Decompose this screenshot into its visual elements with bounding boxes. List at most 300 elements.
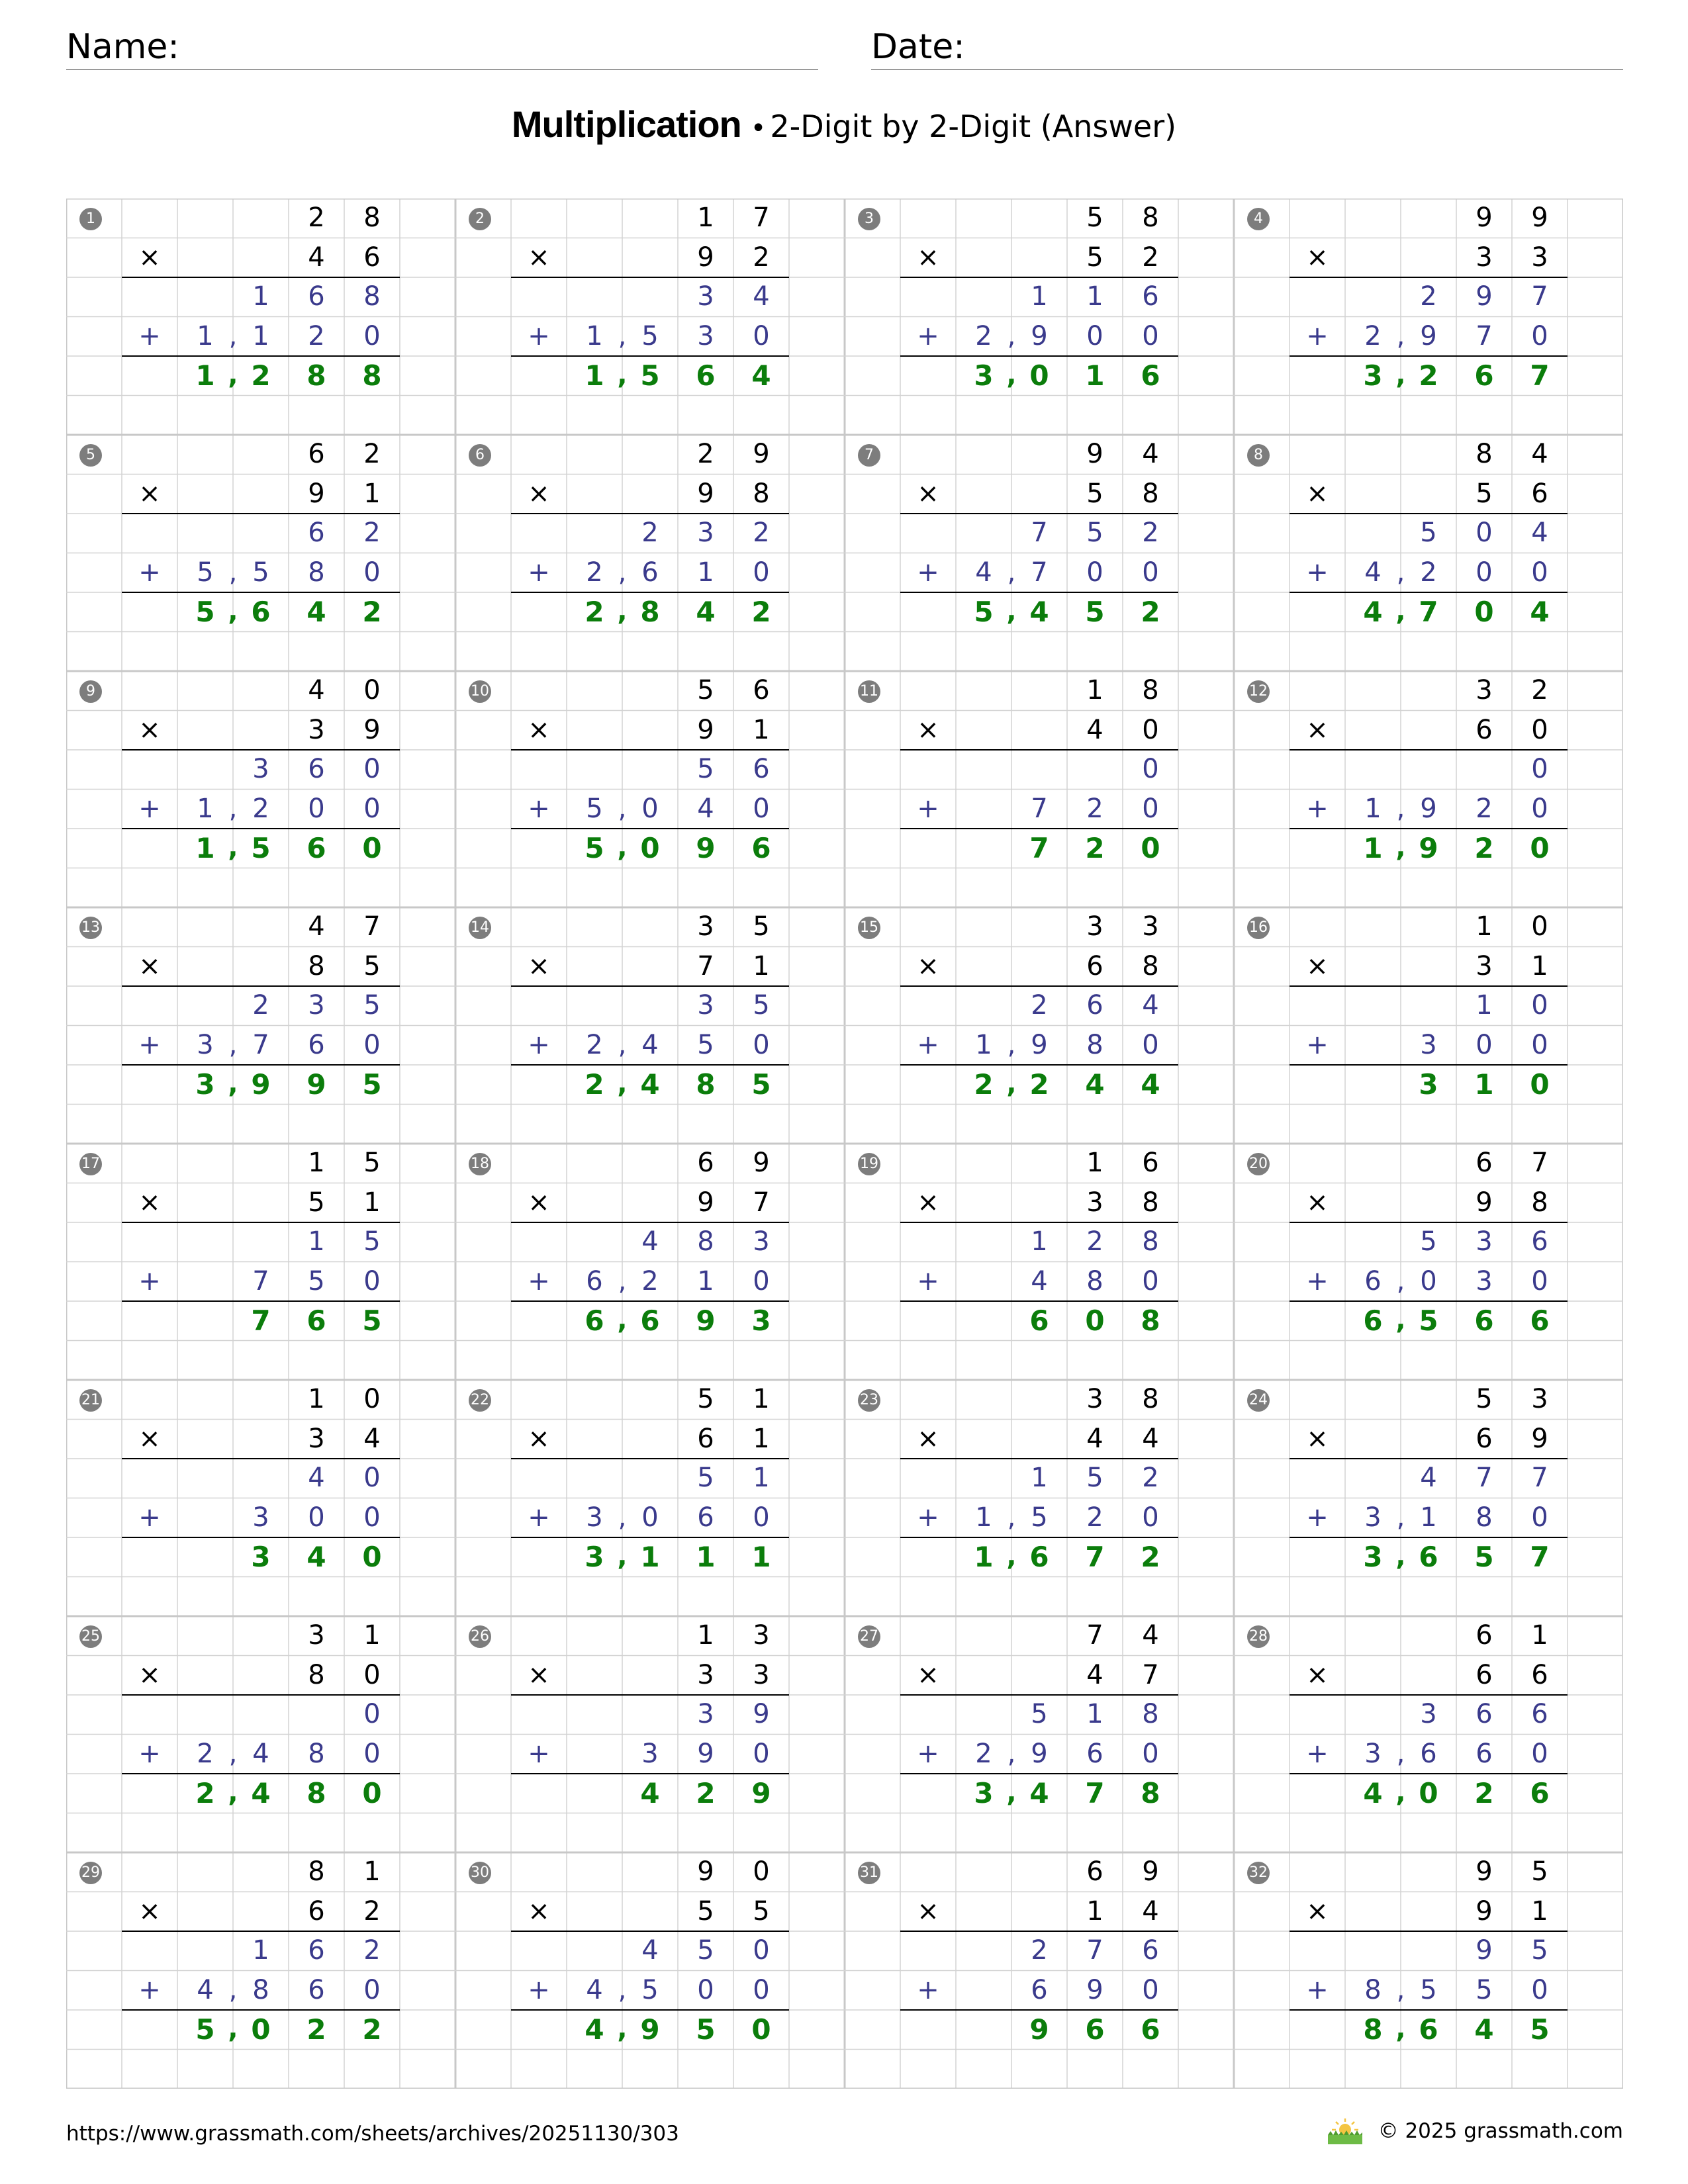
multiplicand-digit: 5	[753, 911, 770, 942]
answer-digit: 0	[1029, 359, 1049, 392]
answer-comma: ,	[1006, 1541, 1017, 1572]
partial-product-1-digit: 6	[308, 518, 325, 548]
partial-product-2-digit: 4	[252, 1738, 269, 1769]
answer-comma: ,	[1395, 2014, 1406, 2044]
partial-product-1-digit: 5	[1531, 1935, 1548, 1966]
partial-product-1-digit: 1	[252, 1935, 269, 1966]
answer-comma: ,	[1006, 596, 1017, 627]
partial-product-1-digit: 1	[1031, 1226, 1048, 1257]
partial-product-1-digit: 1	[1086, 1699, 1103, 1729]
times-sign: ×	[1306, 714, 1329, 745]
partial-product-2-digit: 0	[641, 793, 659, 824]
multiplicand-digit: 9	[1086, 439, 1103, 469]
multiplier-digit: 6	[1531, 1659, 1548, 1690]
answer-digit: 0	[1530, 1068, 1550, 1101]
answer-comma: ,	[617, 360, 628, 390]
times-sign: ×	[138, 1895, 161, 1927]
answer-digit: 4	[306, 596, 326, 628]
times-sign: ×	[1306, 950, 1329, 981]
partial-product-2-digit: 6	[1086, 1738, 1103, 1769]
problem-number-badge: 32	[1247, 1862, 1270, 1884]
date-field[interactable]	[871, 25, 1623, 70]
partial-product-2-digit: 2	[197, 1738, 214, 1769]
answer-digit: 2	[1419, 359, 1438, 392]
multiplier-digit: 3	[1476, 950, 1493, 981]
partial-product-1-digit: 0	[1531, 990, 1548, 1021]
partial-product-2-digit: 0	[363, 1738, 381, 1769]
answer-digit: 2	[1141, 596, 1160, 628]
partial-product-1-digit: 9	[1476, 1935, 1493, 1966]
partial-product-2-digit: 9	[1420, 320, 1437, 351]
times-sign: ×	[1306, 242, 1329, 273]
partial-product-2-digit: 5	[1476, 1974, 1493, 2005]
answer-comma: ,	[617, 1541, 628, 1572]
partial-product-2-digit: 2	[252, 793, 269, 824]
answer-comma: ,	[1395, 360, 1406, 390]
title-main: Multiplication	[511, 103, 741, 145]
partial-product-1-digit: 5	[753, 990, 770, 1021]
answer-digit: 4	[1363, 1777, 1383, 1809]
problem-number-badge: 8	[1247, 444, 1270, 467]
partial-product-1-digit: 4	[308, 1463, 325, 1493]
plus-sign: +	[528, 793, 550, 824]
times-sign: ×	[917, 1895, 939, 1927]
problem-number-badge: 1	[79, 208, 102, 230]
plus-sign: +	[528, 1738, 550, 1769]
partial-product-2-digit: 0	[1142, 557, 1159, 588]
plus-sign: +	[528, 557, 550, 588]
partial-product-1-digit: 5	[697, 1935, 714, 1966]
partial-product-1-digit: 4	[1531, 518, 1548, 548]
partial-product-2-digit: 6	[308, 1029, 325, 1060]
partial-product-1-digit: 1	[308, 1226, 325, 1257]
partial-product-2-digit: 0	[1142, 320, 1159, 351]
partial-product-1-digit: 3	[697, 1699, 714, 1729]
answer-digit: 2	[1141, 1541, 1160, 1573]
partial-product-1-digit: 2	[1142, 1463, 1159, 1493]
times-sign: ×	[917, 1659, 939, 1690]
partial-product-2-comma: ,	[1396, 1974, 1405, 2005]
footer-copyright: © 2025 grassmath.com	[1378, 2119, 1623, 2143]
problem-27	[845, 1616, 1234, 1852]
plus-sign: +	[917, 1265, 939, 1297]
partial-product-1-digit: 5	[1420, 1226, 1437, 1257]
multiplier-digit: 2	[753, 242, 770, 273]
partial-product-1-digit: 6	[1531, 1699, 1548, 1729]
answer-comma: ,	[1006, 360, 1017, 390]
multiplicand-digit: 9	[753, 1148, 770, 1178]
answer-digit: 0	[1141, 832, 1160, 864]
answer-digit: 5	[640, 359, 660, 392]
partial-product-2-comma: ,	[1396, 557, 1405, 588]
answer-digit: 1	[585, 359, 604, 392]
plus-sign: +	[528, 1974, 550, 2005]
partial-product-1-digit: 2	[363, 1935, 381, 1966]
partial-product-2-digit: 2	[586, 1029, 603, 1060]
answer-digit: 2	[362, 596, 382, 628]
multiplicand-digit: 4	[1531, 439, 1548, 469]
answer-digit: 3	[1363, 359, 1383, 392]
partial-product-1-digit: 3	[753, 1226, 770, 1257]
partial-product-2-digit: 8	[1476, 1502, 1493, 1533]
times-sign: ×	[1306, 1423, 1329, 1454]
plus-sign: +	[138, 793, 161, 824]
partial-product-2-digit: 2	[586, 557, 603, 588]
partial-product-2-comma: ,	[1007, 1029, 1016, 1060]
answer-digit: 6	[1474, 359, 1494, 392]
answer-comma: ,	[228, 596, 238, 627]
partial-product-1-digit: 8	[363, 281, 381, 312]
partial-product-2-digit: 8	[252, 1974, 269, 2005]
answer-digit: 7	[1419, 596, 1438, 628]
problem-number-badge: 30	[469, 1862, 491, 1884]
partial-product-2-digit: 4	[1364, 557, 1382, 588]
problem-12	[1234, 671, 1623, 907]
partial-product-2-digit: 4	[975, 557, 992, 588]
multiplicand-digit: 7	[753, 203, 770, 233]
partial-product-2-digit: 3	[252, 1502, 269, 1533]
partial-product-1-digit: 1	[1476, 990, 1493, 1021]
multiplier-digit: 3	[1086, 1187, 1103, 1218]
partial-product-2-digit: 1	[252, 320, 269, 351]
answer-comma: ,	[617, 1305, 628, 1336]
multiplicand-digit: 8	[1142, 675, 1159, 705]
times-sign: ×	[138, 242, 161, 273]
answer-digit: 6	[306, 832, 326, 864]
problem-4	[1234, 199, 1623, 435]
multiplier-digit: 7	[697, 950, 714, 981]
answer-digit: 0	[362, 1777, 382, 1809]
times-sign: ×	[917, 714, 939, 745]
problem-25	[66, 1616, 455, 1852]
problem-20	[1234, 1144, 1623, 1380]
answer-digit: 1	[1474, 1068, 1494, 1101]
plus-sign: +	[138, 1502, 161, 1533]
answer-digit: 2	[195, 1777, 215, 1809]
partial-product-2-digit: 0	[753, 557, 770, 588]
plus-sign: +	[917, 557, 939, 588]
partial-product-2-digit: 6	[1476, 1738, 1493, 1769]
answer-digit: 3	[195, 1068, 215, 1101]
partial-product-2-digit: 3	[1364, 1502, 1382, 1533]
answer-digit: 5	[251, 832, 271, 864]
problem-number-badge: 17	[79, 1153, 102, 1175]
problem-3	[845, 199, 1234, 435]
partial-product-1-digit: 2	[363, 518, 381, 548]
multiplicand-digit: 2	[697, 439, 714, 469]
answer-comma: ,	[1006, 1069, 1017, 1099]
answer-digit: 5	[974, 596, 994, 628]
multiplier-digit: 5	[753, 1895, 770, 1927]
answer-digit: 2	[1474, 1777, 1494, 1809]
answer-digit: 6	[1530, 1777, 1550, 1809]
partial-product-2-digit: 8	[1086, 1029, 1103, 1060]
times-sign: ×	[138, 478, 161, 509]
multiplier-digit: 9	[1476, 1895, 1493, 1927]
times-sign: ×	[917, 242, 939, 273]
multiplicand-digit: 4	[1142, 439, 1159, 469]
times-sign: ×	[138, 950, 161, 981]
partial-product-2-digit: 6	[697, 1502, 714, 1533]
partial-product-2-digit: 5	[1420, 1974, 1437, 2005]
problem-number-badge: 11	[858, 680, 880, 703]
partial-product-2-digit: 0	[753, 793, 770, 824]
partial-product-1-digit: 5	[363, 990, 381, 1021]
multiplicand-digit: 6	[1142, 1148, 1159, 1178]
answer-digit: 2	[1085, 832, 1105, 864]
partial-product-1-digit: 4	[1142, 990, 1159, 1021]
multiplicand-digit: 0	[1531, 911, 1548, 942]
multiplicand-digit: 3	[1142, 911, 1159, 942]
problem-number-badge: 7	[858, 444, 880, 467]
multiplicand-digit: 1	[697, 1620, 714, 1651]
plus-sign: +	[917, 320, 939, 351]
partial-product-2-digit: 0	[641, 1502, 659, 1533]
partial-product-2-digit: 0	[753, 1029, 770, 1060]
partial-product-1-digit: 4	[641, 1226, 659, 1257]
multiplier-digit: 1	[363, 478, 381, 509]
partial-product-2-digit: 0	[1531, 1029, 1548, 1060]
partial-product-1-digit: 2	[1031, 1935, 1048, 1966]
multiplicand-digit: 0	[363, 1384, 381, 1414]
multiplicand-digit: 1	[1086, 1148, 1103, 1178]
multiplicand-digit: 1	[308, 1148, 325, 1178]
partial-product-2-comma: ,	[618, 1974, 627, 2005]
problem-number-badge: 10	[469, 680, 491, 703]
multiplier-digit: 0	[363, 1659, 381, 1690]
multiplicand-digit: 1	[1086, 675, 1103, 705]
partial-product-2-digit: 0	[1476, 557, 1493, 588]
multiplier-digit: 8	[308, 950, 325, 981]
answer-digit: 6	[1141, 359, 1160, 392]
multiplier-digit: 1	[1086, 1895, 1103, 1927]
answer-digit: 0	[362, 832, 382, 864]
answer-digit: 2	[585, 596, 604, 628]
multiplicand-digit: 9	[753, 439, 770, 469]
partial-product-1-digit: 7	[1086, 1935, 1103, 1966]
partial-product-2-digit: 0	[753, 1265, 770, 1297]
partial-product-2-digit: 0	[363, 1502, 381, 1533]
partial-product-1-digit: 3	[1476, 1226, 1493, 1257]
partial-product-2-digit: 0	[697, 1974, 714, 2005]
answer-digit: 2	[696, 1777, 716, 1809]
plus-sign: +	[528, 1502, 550, 1533]
answer-comma: ,	[1395, 596, 1406, 627]
answer-comma: ,	[617, 833, 628, 863]
name-label: Name:	[66, 27, 179, 67]
multiplicand-digit: 9	[1142, 1856, 1159, 1887]
answer-digit: 8	[1363, 2013, 1383, 2046]
partial-product-2-digit: 6	[1031, 1974, 1048, 2005]
answer-digit: 0	[751, 2013, 771, 2046]
multiplicand-digit: 6	[753, 675, 770, 705]
multiplier-digit: 8	[1531, 1187, 1548, 1218]
multiplicand-digit: 9	[1531, 203, 1548, 233]
answer-digit: 4	[1029, 596, 1049, 628]
plus-sign: +	[528, 1265, 550, 1297]
plus-sign: +	[1306, 1738, 1329, 1769]
partial-product-1-digit: 5	[1420, 518, 1437, 548]
problem-22	[455, 1380, 845, 1616]
problem-number-badge: 25	[79, 1625, 102, 1648]
partial-product-1-digit: 5	[1031, 1699, 1048, 1729]
times-sign: ×	[138, 1659, 161, 1690]
multiplicand-digit: 3	[1086, 911, 1103, 942]
multiplicand-digit: 7	[363, 911, 381, 942]
plus-sign: +	[138, 1738, 161, 1769]
multiplicand-digit: 2	[308, 203, 325, 233]
times-sign: ×	[1306, 1659, 1329, 1690]
partial-product-2-digit: 1	[1364, 793, 1382, 824]
multiplicand-digit: 3	[1531, 1384, 1548, 1414]
problem-26	[455, 1616, 845, 1852]
multiplicand-digit: 1	[363, 1856, 381, 1887]
partial-product-2-digit: 5	[197, 557, 214, 588]
answer-digit: 9	[640, 2013, 660, 2046]
answer-comma: ,	[1395, 1778, 1406, 1808]
multiplicand-digit: 8	[363, 203, 381, 233]
partial-product-1-digit: 5	[697, 1463, 714, 1493]
answer-digit: 0	[1419, 1777, 1438, 1809]
answer-digit: 6	[1530, 1304, 1550, 1337]
answer-digit: 4	[585, 2013, 604, 2046]
problem-9	[66, 671, 455, 907]
plus-sign: +	[138, 557, 161, 588]
answer-digit: 1	[696, 1541, 716, 1573]
partial-product-1-digit: 7	[1531, 281, 1548, 312]
answer-digit: 4	[306, 1541, 326, 1573]
partial-product-2-digit: 4	[641, 1029, 659, 1060]
partial-product-2-comma: ,	[1007, 557, 1016, 588]
partial-product-2-digit: 5	[1031, 1502, 1048, 1533]
partial-product-2-comma: ,	[228, 320, 238, 351]
times-sign: ×	[528, 1187, 550, 1218]
answer-comma: ,	[228, 1778, 238, 1808]
problem-16	[1234, 907, 1623, 1144]
answer-digit: 0	[1530, 832, 1550, 864]
problem-number-badge: 20	[1247, 1153, 1270, 1175]
answer-digit: 8	[306, 359, 326, 392]
partial-product-2-digit: 3	[197, 1029, 214, 1060]
multiplicand-digit: 8	[1142, 1384, 1159, 1414]
partial-product-2-comma: ,	[618, 1029, 627, 1060]
partial-product-2-digit: 2	[975, 320, 992, 351]
multiplier-digit: 9	[363, 714, 381, 745]
multiplier-digit: 4	[1142, 1895, 1159, 1927]
answer-digit: 6	[251, 596, 271, 628]
problem-number-badge: 23	[858, 1389, 880, 1412]
answer-digit: 5	[1530, 2013, 1550, 2046]
answer-digit: 6	[1141, 2013, 1160, 2046]
multiplicand-digit: 8	[308, 1856, 325, 1887]
answer-digit: 4	[1141, 1068, 1160, 1101]
partial-product-1-digit: 4	[1420, 1463, 1437, 1493]
problem-6	[455, 435, 845, 671]
partial-product-2-comma: ,	[228, 1974, 238, 2005]
multiplicand-digit: 5	[1086, 203, 1103, 233]
multiplier-digit: 5	[1476, 478, 1493, 509]
partial-product-2-digit: 0	[1531, 793, 1548, 824]
multiplier-digit: 1	[753, 950, 770, 981]
partial-product-2-digit: 5	[697, 1029, 714, 1060]
problem-5	[66, 435, 455, 671]
answer-comma: ,	[1395, 1305, 1406, 1336]
answer-digit: 8	[1141, 1777, 1160, 1809]
answer-digit: 9	[751, 1777, 771, 1809]
partial-product-2-digit: 0	[753, 320, 770, 351]
problem-19	[845, 1144, 1234, 1380]
problem-18	[455, 1144, 845, 1380]
partial-product-2-digit: 0	[1086, 320, 1103, 351]
answer-digit: 9	[1029, 2013, 1049, 2046]
multiplier-digit: 9	[1531, 1423, 1548, 1454]
multiplier-digit: 5	[1086, 478, 1103, 509]
times-sign: ×	[1306, 1895, 1329, 1927]
partial-product-2-digit: 6	[1420, 1738, 1437, 1769]
answer-digit: 3	[751, 1304, 771, 1337]
partial-product-1-digit: 0	[1142, 754, 1159, 784]
title-subtitle: 2-Digit by 2-Digit (Answer)	[770, 109, 1177, 144]
partial-product-2-digit: 4	[586, 1974, 603, 2005]
multiplier-digit: 8	[1142, 478, 1159, 509]
partial-product-2-digit: 0	[1142, 793, 1159, 824]
multiplicand-digit: 7	[1086, 1620, 1103, 1651]
answer-digit: 2	[974, 1068, 994, 1101]
problem-17	[66, 1144, 455, 1380]
partial-product-2-comma: ,	[228, 557, 238, 588]
partial-product-2-digit: 0	[363, 1974, 381, 2005]
multiplier-digit: 0	[1531, 714, 1548, 745]
multiplier-digit: 6	[1476, 1659, 1493, 1690]
partial-product-1-digit: 6	[1086, 990, 1103, 1021]
answer-digit: 7	[1085, 1541, 1105, 1573]
multiplier-digit: 8	[1142, 1187, 1159, 1218]
multiplier-digit: 6	[1531, 478, 1548, 509]
partial-product-2-digit: 0	[1142, 1502, 1159, 1533]
partial-product-2-digit: 0	[1531, 1265, 1548, 1297]
multiplicand-digit: 1	[697, 203, 714, 233]
partial-product-2-digit: 1	[975, 1502, 992, 1533]
plus-sign: +	[1306, 320, 1329, 351]
answer-comma: ,	[228, 833, 238, 863]
partial-product-2-digit: 0	[1142, 1974, 1159, 2005]
answer-digit: 5	[362, 1304, 382, 1337]
problem-21	[66, 1380, 455, 1616]
multiplier-digit: 2	[363, 1895, 381, 1927]
multiplicand-digit: 0	[753, 1856, 770, 1887]
answer-digit: 5	[195, 2013, 215, 2046]
answer-digit: 5	[195, 596, 215, 628]
partial-product-1-digit: 6	[308, 1935, 325, 1966]
answer-digit: 8	[696, 1068, 716, 1101]
problem-number-badge: 21	[79, 1389, 102, 1412]
answer-digit: 4	[1029, 1777, 1049, 1809]
partial-product-2-digit: 9	[1086, 1974, 1103, 2005]
answer-digit: 9	[696, 1304, 716, 1337]
multiplicand-digit: 4	[1142, 1620, 1159, 1651]
times-sign: ×	[528, 1659, 550, 1690]
partial-product-2-digit: 1	[1420, 1502, 1437, 1533]
partial-product-1-digit: 2	[1086, 1226, 1103, 1257]
answer-digit: 7	[251, 1304, 271, 1337]
name-field[interactable]	[66, 25, 818, 70]
answer-digit: 6	[1474, 1304, 1494, 1337]
plus-sign: +	[917, 793, 939, 824]
multiplicand-digit: 1	[753, 1384, 770, 1414]
answer-comma: ,	[1395, 833, 1406, 863]
answer-digit: 6	[751, 832, 771, 864]
partial-product-2-digit: 3	[1476, 1265, 1493, 1297]
